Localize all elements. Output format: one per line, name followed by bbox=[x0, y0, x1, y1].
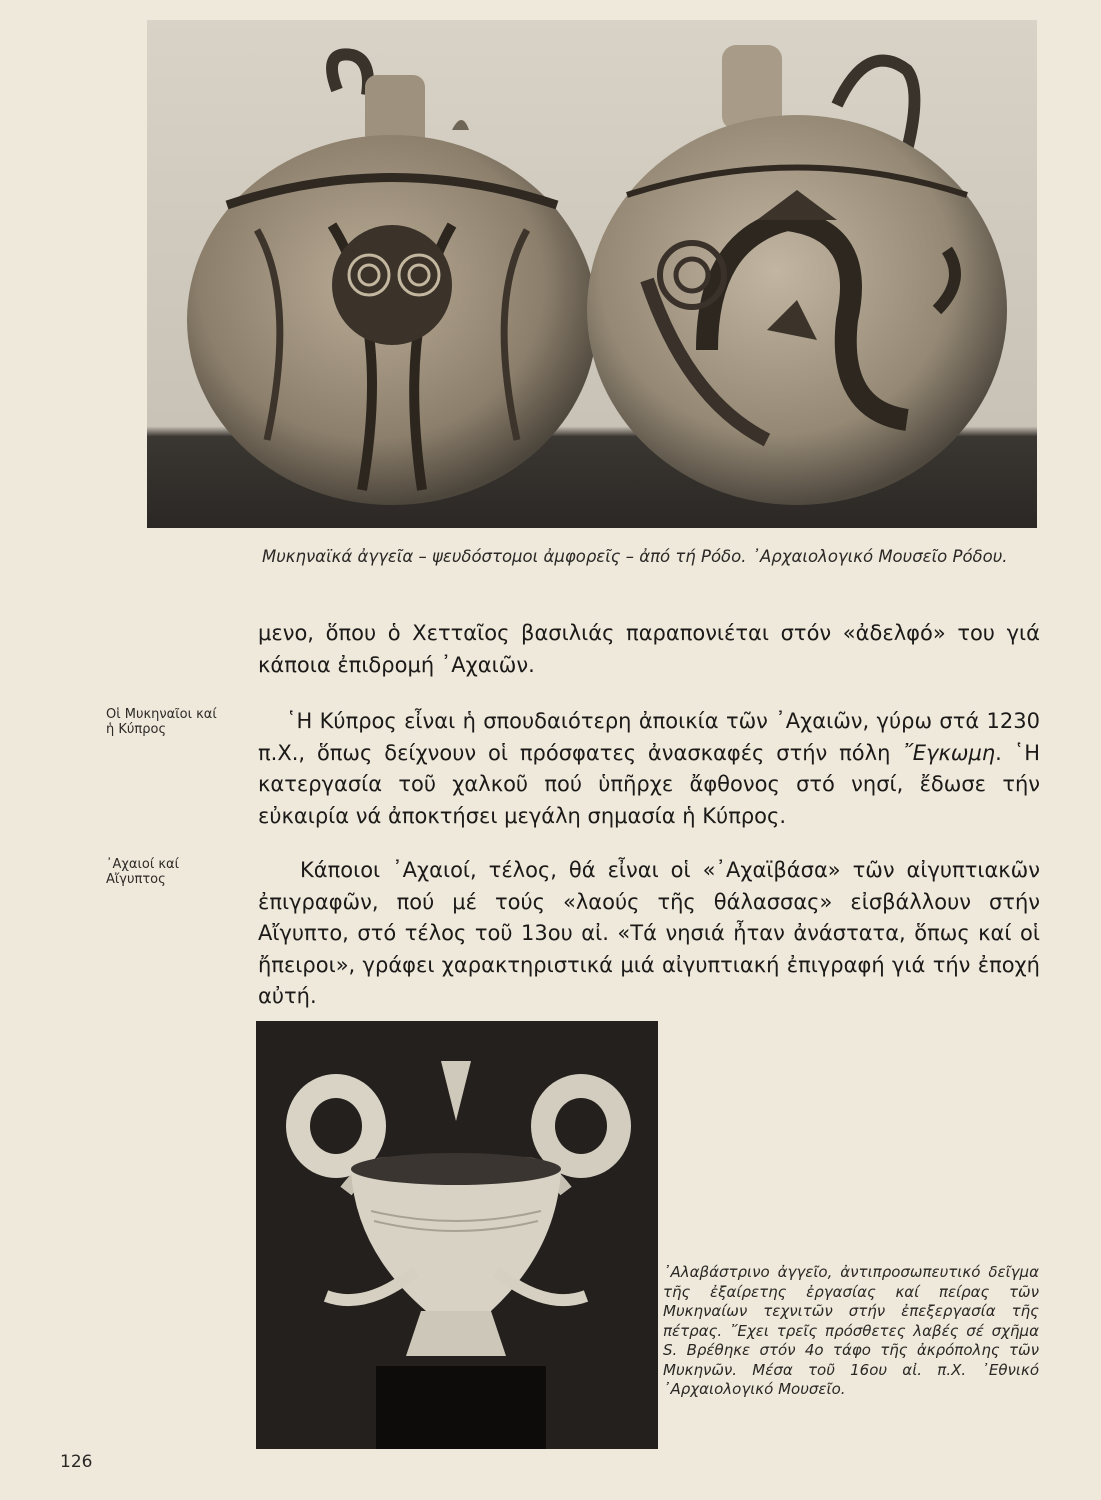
margin-note-egypt-line2: Αἴγυπτος bbox=[106, 872, 166, 887]
alabaster-vessel-illustration bbox=[256, 1021, 658, 1449]
photo-stirrup-jars bbox=[147, 20, 1037, 528]
enkomi-italic: ῎Εγκωμη bbox=[902, 740, 996, 765]
paragraph-egypt: Κάποιοι ᾿Αχαιοί, τέλος, θά εἶναι οἱ «᾿Αχαϊβάσα» τῶν αἰγυπτιακῶν ἐπιγραφῶν, πού μέ τούς «λαούς τῆς θάλασσας» εἰσβάλλουν στήν Αἴγυπτο, στό τέλος τοῦ 13ου αἰ. «Τά νησιά ἦταν ἀνάστατα, ὅπως καί οἱ ἤπειροι», γράφει χαρακτηριστικά μιά αἰγυπτιακή ἐπιγραφή γιά τήν ἐποχή αὐτή. bbox=[258, 858, 1040, 1008]
caption-bottom: ᾿Αλαβάστρινο ἀγγεῖο, ἀντιπροσωπευτικό δεῖγμα τῆς ἐξαίρετης ἐργασίας καί πείρας τῶν Μυκηναίων τεχνιτῶν στήν ἐπεξεργασία τῆς πέτρας. ῎Εχει τρεῖς πρόσθετες λαβές σέ σχῆμα S. Βρέθηκε στόν 4ο τάφο τῆς ἀκρόπολης τῶν Μυκηνῶν. Μέσα τοῦ 16ου αἰ. π.Χ. ᾿Εθνικό ᾿Αρχαιολογικό Μουσεῖο. bbox=[663, 1263, 1039, 1398]
paragraph-cyprus-text-b: . ῾Η κατεργασία τοῦ χαλκοῦ πού ὑπῆρχε ἄφθονος στό νησί, ἔδωσε τήν εὐκαιρία νά ἀποκτήσει μεγάλη σημασία ἡ Κύπρος. bbox=[258, 740, 1040, 828]
margin-note-cyprus-line1: Οἱ Μυκηναῖοι καί bbox=[106, 707, 217, 722]
paragraph-cyprus bbox=[258, 706, 1040, 832]
margin-note-egypt-line1: ᾿Αχαιοί καί bbox=[106, 857, 179, 872]
margin-note-cyprus bbox=[106, 707, 246, 737]
caption-top: Μυκηναϊκά ἀγγεῖα – ψευδόστομοι ἀμφορεῖς – ἀπό τή Ρόδο. ᾿Αρχαιολογικό Μουσεῖο Ρόδου. bbox=[262, 547, 1008, 566]
stirrup-jars-illustration bbox=[147, 20, 1037, 528]
photo-alabaster-vessel bbox=[256, 1021, 658, 1449]
page-number: 126 bbox=[60, 1452, 93, 1472]
paragraph-cyprus-text-a: ῾Η Κύπρος εἶναι ἡ σπουδαιότερη ἀποικία τῶν ᾿Αχαιῶν, γύρω στά 1230 π.Χ., ὅπως δείχνουν οἱ πρόσφατες ἀνασκαφές στήν πόλη bbox=[258, 709, 1040, 765]
paragraph-continuation: μενο, ὅπου ὁ Χετταῖος βασιλιάς παραπονιέται στόν «ἀδελφό» του γιά κάποια ἐπιδρομή ᾿Αχαιῶν. bbox=[258, 621, 1040, 677]
margin-note-cyprus-line2: ἡ Κύπρος bbox=[106, 722, 167, 737]
margin-note-egypt bbox=[106, 857, 246, 887]
